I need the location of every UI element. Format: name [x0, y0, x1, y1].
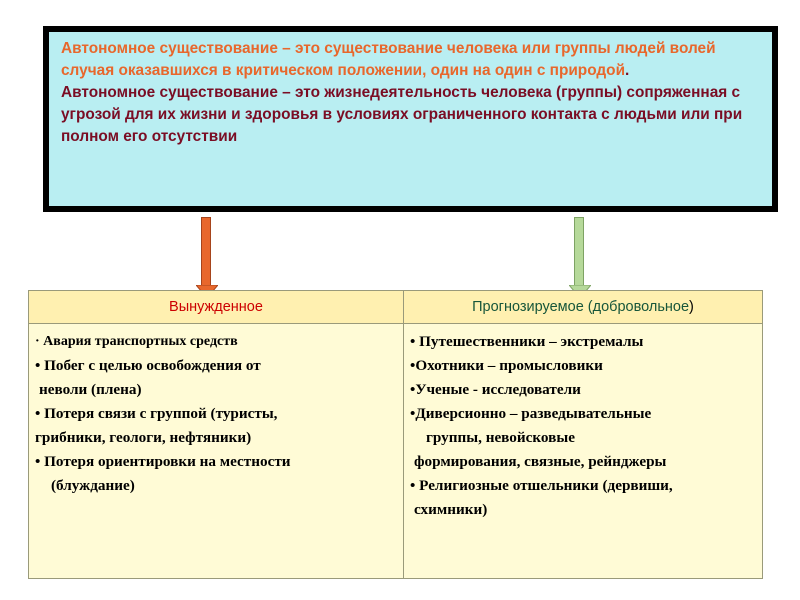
list-item: схимники)	[414, 501, 488, 518]
header-planned-paren: )	[689, 299, 694, 315]
definition-1-end: .	[625, 62, 630, 79]
list-item: • Побег с целью освобождения от	[35, 357, 261, 374]
list-item: формирования, связные, рейнджеры	[414, 453, 667, 470]
list-item: (блуждание)	[51, 477, 135, 494]
header-forced: Вынужденное	[29, 291, 404, 324]
table-header-row	[29, 291, 763, 324]
definition-1-text: Автономное существование – это существование человека или группы людей волей случая оказавшихся в критическом положении, один на один с природой	[61, 40, 716, 79]
header-planned	[404, 291, 763, 324]
list-item: • Потеря связи с группой (туристы,	[35, 405, 278, 422]
arrow-down-left	[201, 217, 211, 287]
definition-box	[43, 26, 778, 212]
list-item: • Путешественники – экстремалы	[410, 333, 644, 350]
list-item: группы, невойсковые	[426, 429, 575, 446]
classification-table	[28, 290, 763, 579]
list-item: •Диверсионно – разведывательные	[410, 405, 652, 422]
table-body-row	[29, 324, 763, 579]
planned-cell	[404, 324, 763, 579]
list-item: грибники, геологи, нефтяники)	[35, 429, 252, 446]
list-item: неволи (плена)	[39, 381, 142, 398]
arrow-down-right	[574, 217, 584, 287]
list-item: · Авария транспортных средств	[35, 334, 238, 349]
list-item: •Охотники – промысловики	[410, 357, 603, 374]
definition-paragraph-2: Автономное существование – это жизнедеятельность человека (группы) сопряженная с угрозой для их жизни и здоровья в условиях ограниченного контакта с людьми или при полном его отсутствии	[61, 84, 743, 145]
list-item: • Религиозные отшельники (дервиши,	[410, 477, 673, 494]
list-item: •Ученые - исследователи	[410, 381, 581, 398]
forced-cell	[29, 324, 404, 579]
list-item: • Потеря ориентировки на местности	[35, 453, 291, 470]
definition-paragraph-1	[61, 38, 764, 82]
header-planned-text: Прогнозируемое (добровольное	[472, 299, 690, 315]
